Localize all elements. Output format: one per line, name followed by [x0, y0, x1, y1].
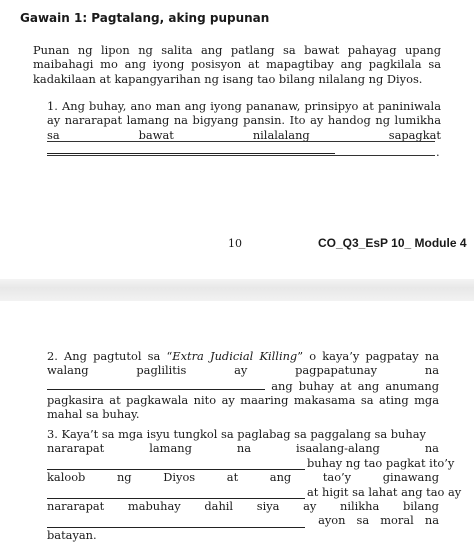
question-3-word: ginawang [382, 470, 439, 485]
question-2-italic: Extra Judicial Killing [172, 349, 298, 363]
question-3-line [47, 513, 439, 527]
question-1 [47, 99, 441, 157]
question-3-word: mabuhay [127, 498, 181, 513]
page-gap [0, 279, 474, 301]
answer-line-1c[interactable] [47, 155, 435, 156]
question-3-word: ang [269, 470, 292, 485]
question-3-word: siya [256, 498, 280, 513]
question-3-word: ng [116, 470, 132, 485]
question-2 [47, 349, 439, 422]
question-3-line [47, 499, 439, 513]
question-3-word: ayon [318, 513, 346, 528]
question-3-word: buhay ng tao pagkat ito’y [307, 455, 455, 470]
question-3-word: isaalang-alang [296, 441, 380, 456]
question-3-word: 3. Kaya’t sa mga isyu tungkol sa paglabag sa paggalang sa buhay [47, 427, 426, 442]
answer-blank-3[interactable] [47, 487, 305, 499]
question-3-word: Diyos [163, 470, 196, 485]
question-3-line [47, 427, 439, 441]
question-3 [47, 427, 462, 542]
question-3-word: dahil [204, 498, 234, 513]
answer-blank-1a[interactable] [47, 142, 335, 154]
question-3-word: na [236, 441, 252, 456]
question-3-word: na [424, 513, 439, 528]
sentence-period: . [436, 145, 440, 159]
module-code: CO_Q3_EsP 10_ Module 4 [318, 236, 467, 250]
question-3-line [47, 528, 439, 542]
answer-blank-3[interactable] [47, 516, 305, 528]
question-3-word: na [424, 441, 439, 456]
question-3-line [47, 441, 439, 455]
question-3-word: nilikha [340, 498, 380, 513]
answer-blank-3[interactable] [47, 458, 305, 470]
question-3-word: at [226, 470, 239, 485]
instructions-paragraph: Punan ng lipon ng salita ang patlang sa bawat pahayag upang maibahagi mo ang iyong posisyon at mapagtibay ang pagkilala sa kadakilaan at kapangyarihan ng isang tao bilang nilalang ng Diyos. [33, 43, 441, 86]
page-number: 10 [228, 237, 242, 250]
activity-title: Gawain 1: Pagtalang, aking pupunan [20, 11, 270, 25]
question-3-word: batayan. [47, 527, 97, 542]
question-3-line [47, 484, 462, 499]
question-3-word: moral [380, 513, 414, 528]
question-2-text-c: ang buhay at ang anumang pagkasira at pagkawala nito ay maaring makasama sa ating mga mahal sa buhay. [47, 378, 439, 422]
question-3-word: nararapat [47, 498, 105, 513]
question-2-text-b: ” o kaya’y pagpatay na walang paglilitis ay pagpapatunay na [47, 349, 440, 378]
question-3-word: sa [356, 513, 370, 528]
question-3-word: bilang [402, 498, 439, 513]
question-3-line [47, 470, 439, 484]
question-3-word: ay [303, 498, 317, 513]
document-page-bottom [0, 301, 474, 542]
answer-blank-2[interactable] [47, 378, 265, 390]
question-2-text-a: 2. Ang pagtutol sa “ [47, 349, 173, 363]
question-1-text: 1. Ang buhay, ano man ang iyong pananaw, prinsipyo at paniniwala ay nararapat lamang na bigyang pansin. Ito ay handog ng lumikha sa bawat nilalalang sapagkat [47, 99, 441, 142]
question-3-word: lamang [149, 441, 192, 456]
question-3-word: nararapat [47, 441, 105, 456]
question-3-word: at higit sa lahat ang tao ay [307, 484, 462, 499]
question-3-line [47, 455, 455, 470]
answer-line-1b[interactable] [47, 141, 435, 142]
question-3-word: tao’y [322, 470, 352, 485]
question-3-word: kaloob [47, 470, 86, 485]
